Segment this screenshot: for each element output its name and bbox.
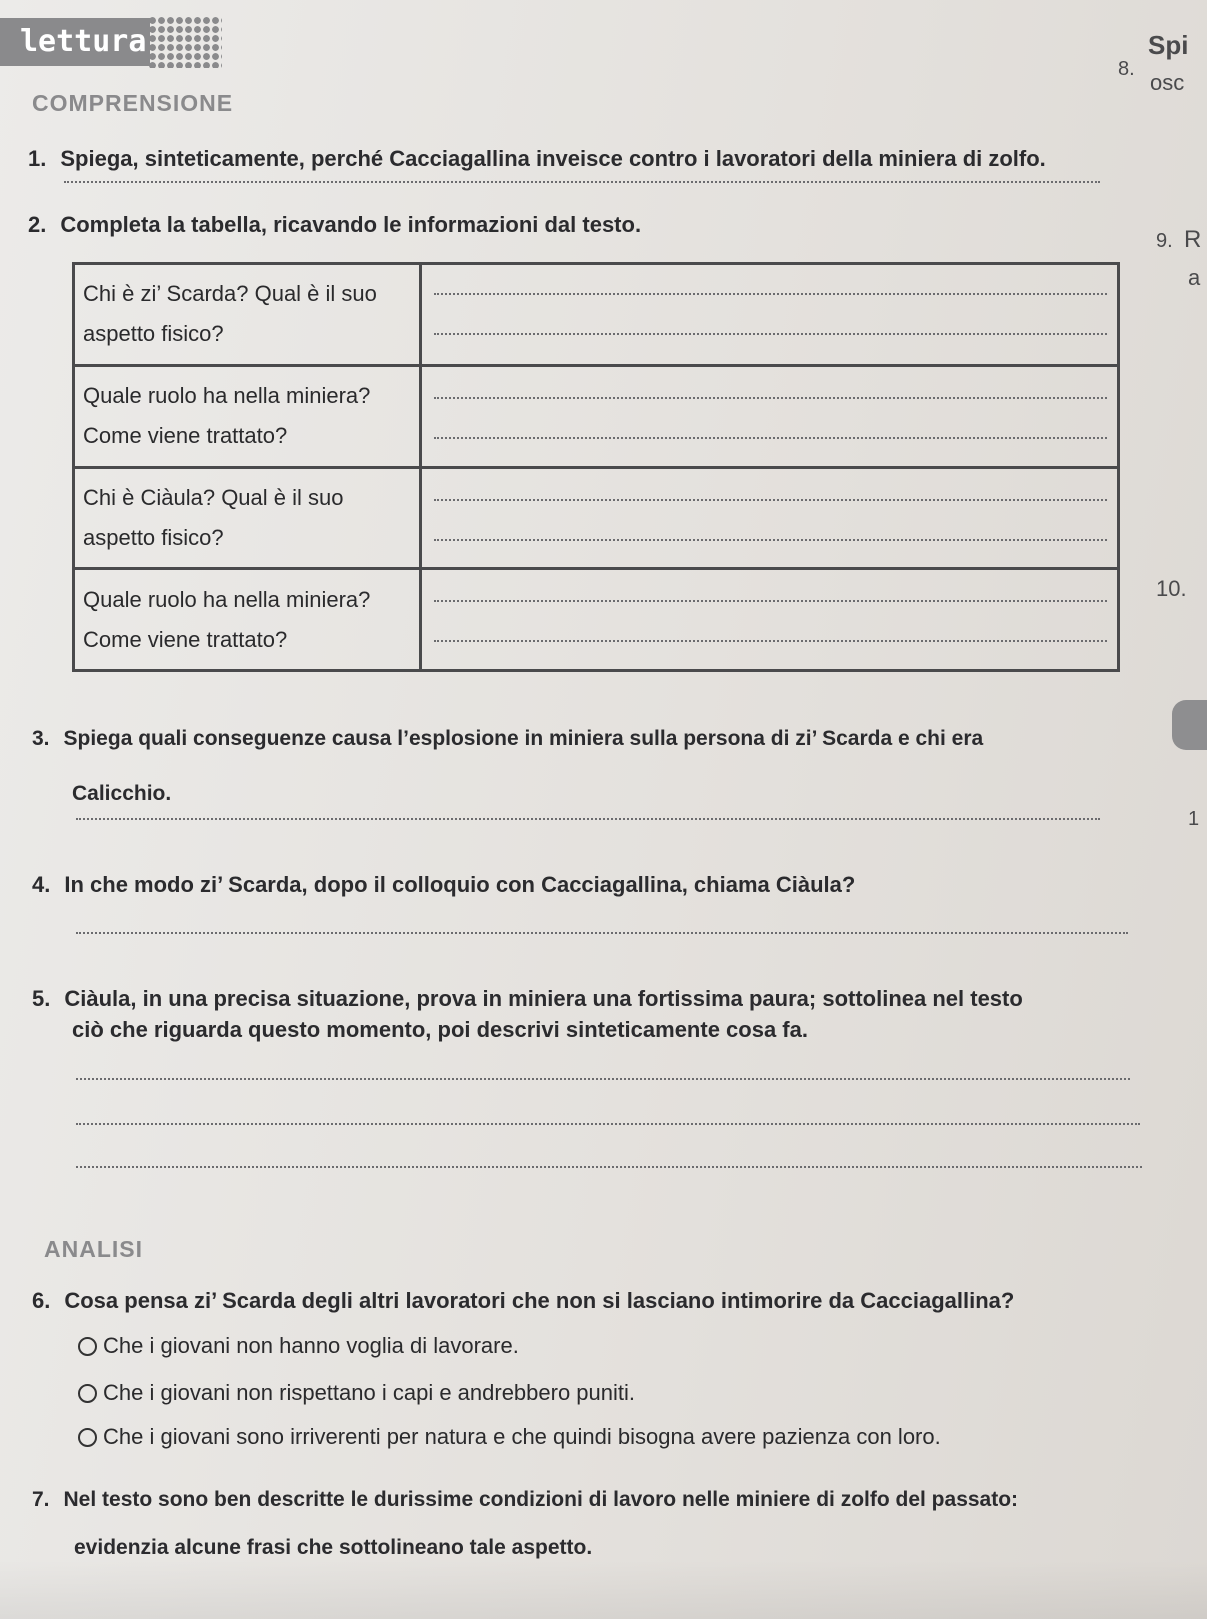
section-tab: lettura	[0, 18, 150, 66]
dot-pattern-decoration	[148, 16, 222, 68]
margin-q8-word: Spi	[1148, 30, 1189, 60]
question-6	[32, 1288, 1014, 1314]
radio-circle-icon[interactable]	[78, 1337, 97, 1356]
page-shadow	[0, 1560, 1207, 1619]
question-7-line2: evidenzia alcune frasi che sottolineano tale aspetto.	[74, 1536, 593, 1559]
question-5	[32, 986, 1023, 1012]
question-3	[32, 727, 983, 751]
margin-q11-number: 1	[1188, 808, 1200, 830]
question-number: 6.	[32, 1288, 51, 1313]
option-item[interactable]	[78, 1424, 941, 1450]
table-row	[74, 467, 1119, 569]
question-text: Completa la tabella, ricavando le informazioni dal testo.	[60, 212, 642, 237]
option-label: Che i giovani non hanno voglia di lavorare.	[103, 1333, 519, 1358]
option-label: Che i giovani non rispettano i capi e andrebbero puniti.	[103, 1380, 636, 1405]
answer-line[interactable]	[76, 1123, 1140, 1125]
answer-line[interactable]	[76, 1078, 1130, 1080]
question-text-line1: Nel testo sono ben descritte le durissime condizioni di lavoro nelle miniere di zolfo del passato:	[63, 1488, 1019, 1511]
table-prompt: Quale ruolo ha nella miniera? Come viene trattato?	[74, 569, 421, 671]
table-prompt: Chi è zi’ Scarda? Qual è il suo aspetto fisico?	[74, 264, 421, 366]
answer-line[interactable]	[76, 818, 1100, 820]
info-table	[72, 262, 1120, 672]
margin-gray-tab	[1172, 700, 1207, 750]
question-text-line1: Spiega quali conseguenze causa l’esplosione in miniera sulla persona di zi’ Scarda e chi era	[63, 727, 984, 750]
question-7	[32, 1488, 1018, 1512]
margin-q8-word2: osc	[1150, 70, 1185, 95]
answer-line[interactable]	[76, 1166, 1142, 1168]
question-number: 2.	[28, 212, 47, 237]
answer-line[interactable]	[64, 181, 1100, 183]
table-answer-cell[interactable]	[421, 467, 1119, 569]
table-answer-cell[interactable]	[421, 264, 1119, 366]
margin-q10-number: 10.	[1156, 576, 1187, 601]
question-number: 5.	[32, 986, 51, 1011]
table-prompt: Quale ruolo ha nella miniera? Come viene trattato?	[74, 365, 421, 467]
section-comprensione: COMPRENSIONE	[32, 90, 234, 116]
question-3-line2: Calicchio.	[72, 782, 172, 805]
question-number: 4.	[32, 872, 51, 897]
question-text-line1: Ciàula, in una precisa situazione, prova in miniera una fortissima paura; sottolinea nel testo	[64, 986, 1023, 1011]
radio-circle-icon[interactable]	[78, 1428, 97, 1447]
table-answer-cell[interactable]	[421, 569, 1119, 671]
option-item[interactable]	[78, 1380, 635, 1406]
table-answer-cell[interactable]	[421, 365, 1119, 467]
table-row	[74, 264, 1119, 366]
question-2	[28, 212, 641, 238]
question-number: 7.	[32, 1488, 50, 1511]
option-label: Che i giovani sono irriverenti per natura e che quindi bisogna avere pazienza con loro.	[103, 1424, 941, 1449]
radio-circle-icon[interactable]	[78, 1384, 97, 1403]
option-item[interactable]	[78, 1333, 519, 1359]
question-4	[32, 872, 855, 898]
question-text: Spiega, sinteticamente, perché Cacciagallina inveisce contro i lavoratori della miniera di zolfo.	[60, 146, 1046, 171]
question-1	[28, 146, 1046, 172]
question-number: 3.	[32, 727, 50, 750]
question-5-line2: ciò che riguarda questo momento, poi descrivi sinteticamente cosa fa.	[72, 1017, 808, 1042]
question-text: In che modo zi’ Scarda, dopo il colloquio con Cacciagallina, chiama Ciàula?	[64, 872, 856, 897]
margin-q9-word2: a	[1188, 265, 1201, 290]
question-text: Cosa pensa zi’ Scarda degli altri lavoratori che non si lasciano intimorire da Cacciagallina?	[64, 1288, 1015, 1313]
margin-q9-word: R	[1184, 226, 1202, 253]
section-analisi: ANALISI	[44, 1236, 143, 1262]
table-row	[74, 365, 1119, 467]
answer-line[interactable]	[76, 932, 1128, 934]
table-row	[74, 569, 1119, 671]
table-prompt: Chi è Ciàula? Qual è il suo aspetto fisico?	[74, 467, 421, 569]
question-number: 1.	[28, 146, 47, 171]
margin-q8-number: 8.	[1118, 58, 1135, 80]
margin-q9-number: 9.	[1156, 230, 1173, 252]
